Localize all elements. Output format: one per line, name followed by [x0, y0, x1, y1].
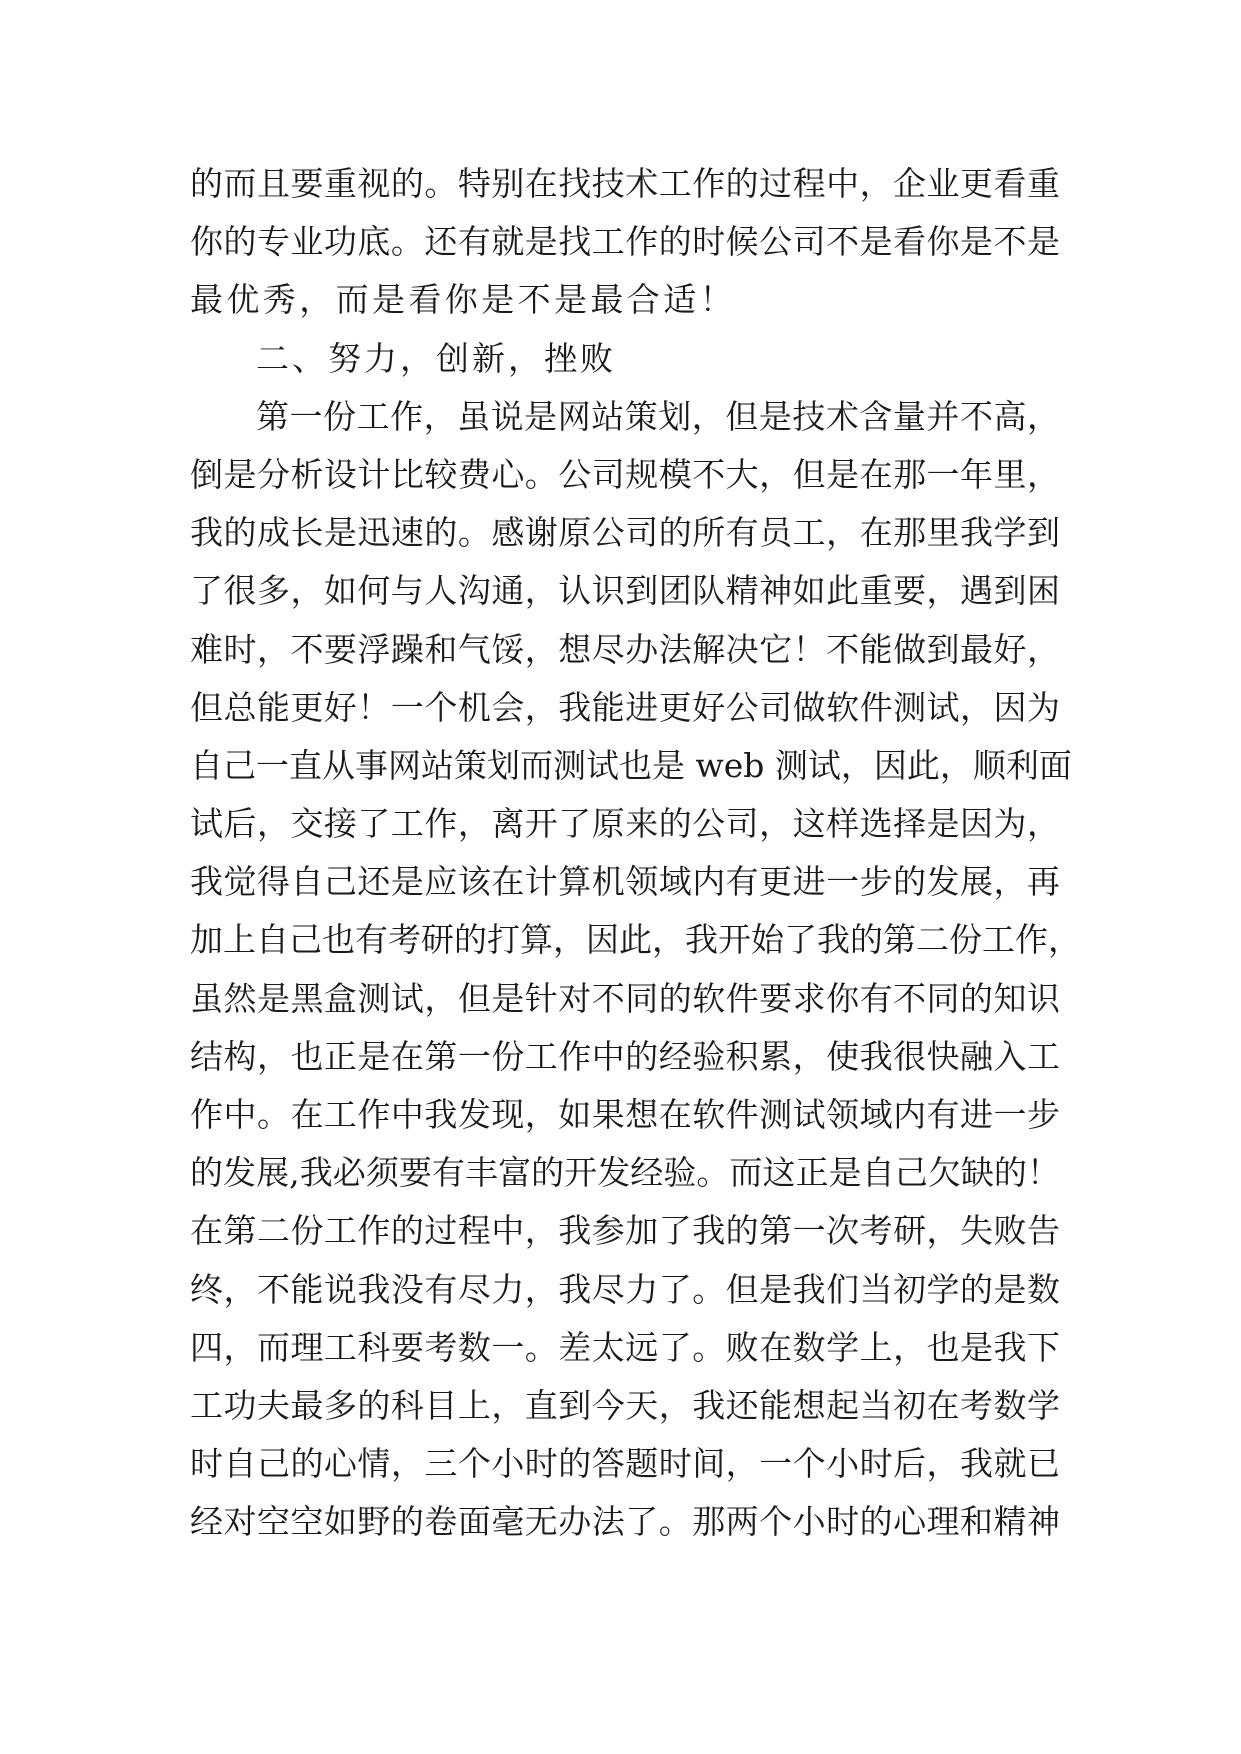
text-line: 作中。在工作中我发现，如果想在软件测试领域内有进一步 [190, 1095, 1060, 1134]
text-line: 的发展,我必须要有丰富的开发经验。而这正是自己欠缺的！ [190, 1153, 1060, 1193]
text-line: 四，而理工科要考数一。差太远了。败在数学上，也是我下 [190, 1327, 1060, 1367]
text-line: 第一份工作，虽说是网站策划，但是技术含量并不高， [256, 396, 1060, 436]
text-line: 但总能更好！一个机会，我能进更好公司做软件测试，因为 [190, 687, 1060, 727]
text-line: 经对空空如野的卷面毫无办法了。那两个小时的心理和精神 [190, 1502, 1060, 1542]
text-line: 终，不能说我没有尽力，我尽力了。但是我们当初学的是数 [190, 1269, 1060, 1309]
text-line: 你的专业功底。还有就是找工作的时候公司不是看你是不是 [190, 222, 1060, 262]
text-line: 时自己的心情，三个小时的答题时间，一个小时后，我就已 [190, 1444, 1060, 1484]
text-line: 我的成长是迅速的。感谢原公司的所有员工，在那里我学到 [190, 513, 1060, 553]
text-line: 的而且要重视的。特别在找技术工作的过程中，企业更看重 [190, 164, 1060, 203]
text-line: 我觉得自己还是应该在计算机领域内有更进一步的发展，再 [190, 862, 1060, 902]
text-line: 自己一直从事网站策划而测试也是 web 测试，因此，顺利面 [190, 745, 1072, 785]
text-line: 试后，交接了工作，离开了原来的公司，这样选择是因为， [190, 804, 1060, 844]
text-line: 难时，不要浮躁和气馁，想尽办法解决它！不能做到最好， [190, 629, 1060, 669]
section-heading: 二、努力，创新，挫败 [256, 338, 616, 378]
text-line: 结构，也正是在第一份工作中的经验积累，使我很快融入工 [190, 1036, 1060, 1076]
text-line: 倒是分析设计比较费心。公司规模不大，但是在那一年里， [190, 454, 1060, 494]
body-text [190, 155, 1081, 1552]
text-line: 在第二份工作的过程中，我参加了我的第一次考研，失败告 [190, 1211, 1060, 1251]
text-line: 工功夫最多的科目上，直到今天，我还能想起当初在考数学 [190, 1385, 1060, 1425]
text-line: 虽然是黑盒测试，但是针对不同的软件要求你有不同的知识 [190, 978, 1060, 1018]
text-line: 加上自己也有考研的打算，因此，我开始了我的第二份工作， [190, 920, 1081, 960]
text-line: 最优秀，而是看你是不是最合适！ [190, 280, 736, 320]
text-line: 了很多，如何与人沟通，认识到团队精神如此重要，遇到困 [190, 571, 1060, 611]
